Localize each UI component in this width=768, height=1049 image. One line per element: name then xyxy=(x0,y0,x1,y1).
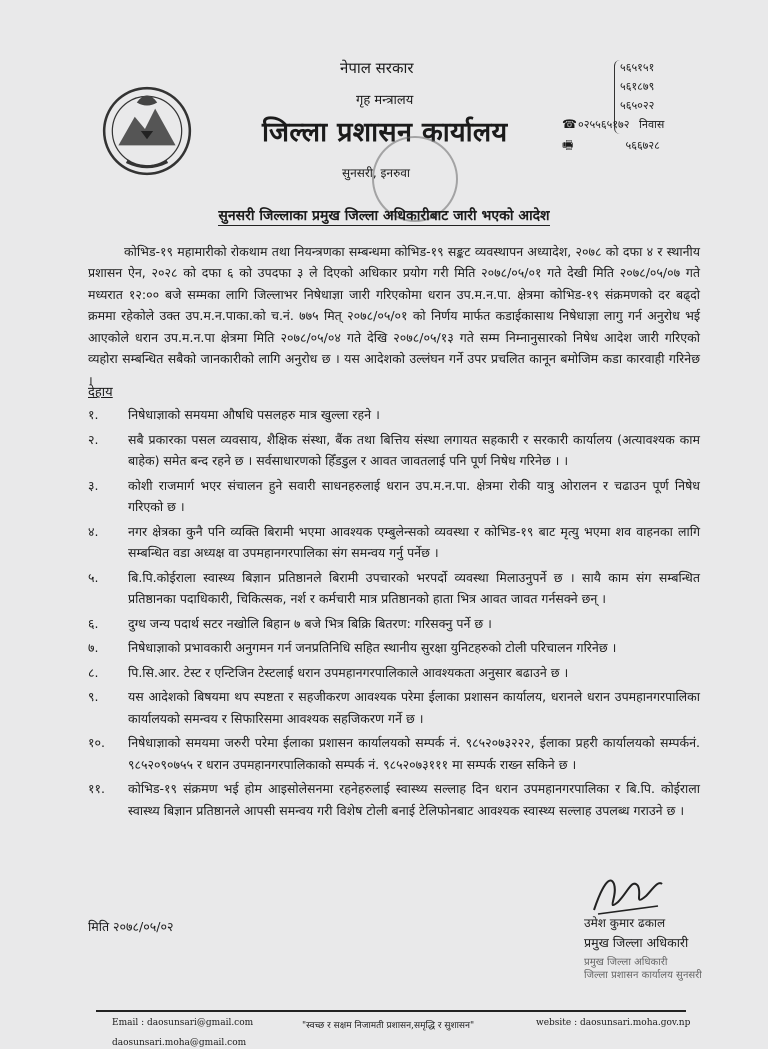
list-item: ८. पि.सि.आर. टेस्ट र एन्टिजिन टेस्टलाई धरान उपमहानगरपालिकाले आवश्यकता अनुसार बढाउने छ । xyxy=(88,664,569,680)
fax-icon: 🖷 xyxy=(562,138,574,152)
government-name: नेपाल सरकार xyxy=(340,59,414,77)
ministry-name: गृह मन्त्रालय xyxy=(356,93,414,108)
list-item: १०. निषेधाज्ञाको समयमा जरुरी परेमा ईलाका प्रशासन कार्यालयको सम्पर्क नं. ९८५२०७३२२२, ईलाका प्रहरी कार्यालयको सम्पर्कनं. ९८५२०९०७५५ र धरान उपमहानगरपालिकाको सम्पर्क नं. ९८५२०७३१११ मा सम्पर्क राख्न सकिने छ । xyxy=(88,735,700,772)
phone-number: ५६५१५१ xyxy=(620,61,655,74)
footer-motto: "स्वच्छ र सक्षम निजामती प्रशासन,समृद्धि र सुशासन" xyxy=(302,1021,475,1031)
office-name: जिल्ला प्रशासन कार्यालय xyxy=(262,117,508,148)
phone-number: ५६५०२२ xyxy=(620,99,655,112)
footer-email-secondary: daosunsari.moha@gmail.com xyxy=(112,1038,247,1048)
intro-paragraph: कोभिड-१९ महामारीको रोकथाम तथा नियन्त्रणका सम्बन्धमा कोभिड-१९ सङ्कट व्यवस्थापन अध्यादेश, २०७८ को दफा ४ र स्थानीय प्रशासन ऐन, २०२८ को दफा ६ को उपदफा ३ ले दिएको अधिकार प्रयोग गरी मिति २०७८/०५/०१ गते देखी मिति २०७८/०५/०७ गते मध्यरात १२:०० बजे सम्मका लागि जिल्लाभर निषेधाज्ञा जारी गरिएकोमा धरान उप.म.न.पा. क्षेत्रमा कोभिड-१९ संक्रमणको दर बढ्दो क्रममा रहेकोले उक्त उप.म.न.पाका.को च.नं. ७७५ मित् २०७८/०५/०१ को निर्णय मार्फत कडाईकासाथ निषेधाज्ञा लागु गर्न अनुरोध भई आएकोले धरान उप.म.न.पा क्षेत्रमा मिति २०७८/०५/०४ गते देखि २०७८/०५/१३ गते सम्म निम्नानुसारको निषेध आदेश जारी गरिएको व्यहोरा सम्बन्धित सबैको जानकारीको लागि अनुरोध छ । यस आदेशको उल्लंघन गर्ने उपर प्रचलित कानून बमोजिम कडा कारवाही गरिनेछ । xyxy=(88,243,700,388)
fax-row xyxy=(562,136,660,155)
residence-label: निवास xyxy=(638,118,665,131)
residence-phone: ०२५५६५१७२ xyxy=(578,118,630,131)
signatory-title: प्रमुख जिल्ला अधिकारी xyxy=(584,935,689,950)
handwritten-signature xyxy=(588,866,668,918)
footer-website: website : daosunsari.moha.gov.np xyxy=(536,1018,691,1028)
order-title: सुनसरी जिल्लाका प्रमुख जिल्ला अधिकारीबाट जारी भएको आदेश xyxy=(218,208,550,224)
list-item: ११. कोभिड-१९ संक्रमण भई होम आइसोलेसनमा रहनेहरुलाई स्वास्थ्य सल्लाह दिन धरान उपमहानगरपालिका र बि.पि. कोईराला स्वास्थ्य बिज्ञान प्रतिष्ठानले आपसी समन्वय गरी विशेष टोली बनाई टेलिफोनबाट आवश्यक स्वास्थ्य सल्लाह उपलब्ध गराउने छ । xyxy=(88,781,700,818)
signatory-name: उमेश कुमार ढकाल xyxy=(584,916,666,930)
footer-email: Email : daosunsari@gmail.com xyxy=(112,1018,254,1028)
list-item: २. सबै प्रकारका पसल व्यवसाय, शैक्षिक संस्था, बैंक तथा बित्तिय संस्था लगायत सहकारी र सरकारी कार्यालय (अत्यावश्यक काम बाहेक) समेत बन्द रहने छ । सर्वसाधारणको हिँडडुल र आवत जावतलाई पनि पूर्ण निषेध गरिनेछ । । xyxy=(88,431,700,468)
list-item: ६. दुग्ध जन्य पदार्थ सटर नखोलि बिहान ७ बजे भित्र बिक्रि बितरण: गरिसक्नु पर्ने छ । xyxy=(88,615,492,631)
telephone-icon: ☎ xyxy=(562,117,577,131)
residence-phone-row xyxy=(562,115,664,134)
list-item: ३. कोशी राजमार्ग भएर संचालन हुने सवारी साधनहरुलाई धरान उप.म.न.पा. क्षेत्रमा रोकी यात्रु ओरालन र चढाउन पूर्ण निषेध गरिएको छ । xyxy=(88,477,700,514)
list-item: ५. बि.पि.कोईराला स्वास्थ्य बिज्ञान प्रतिष्ठानले बिरामी उपचारको भरपर्दो व्यवस्था मिलाउनुपर्ने छ । सायै काम संग सम्बन्धित प्रतिष्ठानका पदाधिकारी, चिकित्सक, नर्श र कर्मचारी मात्र प्रतिष्ठानको हाता भित्र आवत जावत गर्नसक्ने छन् । xyxy=(88,569,700,606)
fax-number: ५६६७२८ xyxy=(625,139,660,152)
orders-list xyxy=(88,404,700,824)
signatory-stamp: प्रमुख जिल्ला अधिकारी जिल्ला प्रशासन कार्यालय सुनसरी xyxy=(584,957,702,981)
issue-date: मिति २०७८/०५/०२ xyxy=(88,919,174,934)
orders-heading: देहाय xyxy=(88,385,113,400)
list-item: ४. नगर क्षेत्रका कुनै पनि व्यक्ति बिरामी भएमा आवश्यक एम्बुलेन्सको व्यवस्था र कोभिड-१९ बाट मृत्यु भएमा शव वाहनका लागि सम्बन्धित वडा अध्यक्ष वा उपमहानगरपालिका संग समन्वय गर्नु पर्नेछ । xyxy=(88,523,700,560)
list-item: ७. निषेधाज्ञाको प्रभावकारी अनुगमन गर्न जनप्रतिनिधि सहित स्थानीय सुरक्षा युनिटहरुको टोली परिचालन गरिनेछ । xyxy=(88,640,617,655)
district-name: सुनसरी, इनरुवा xyxy=(342,166,411,180)
list-item: ९. यस आदेशको बिषयमा थप स्पष्टता र सहजीकरण आवश्यक परेमा ईलाका प्रशासन कार्यालय, धरानले धरान उपमहानगरपालिका कार्यालयको समन्वय र सिफारिसमा आवश्यक सहजिकरण गर्ने छ । xyxy=(88,689,700,726)
footer-divider xyxy=(96,1010,686,1012)
phone-number: ५६१८७९ xyxy=(620,80,655,93)
nepal-emblem-icon xyxy=(96,78,198,180)
list-item: १. निषेधाज्ञाको समयमा औषधि पसलहरु मात्र खुल्ला रहने । xyxy=(88,407,380,422)
